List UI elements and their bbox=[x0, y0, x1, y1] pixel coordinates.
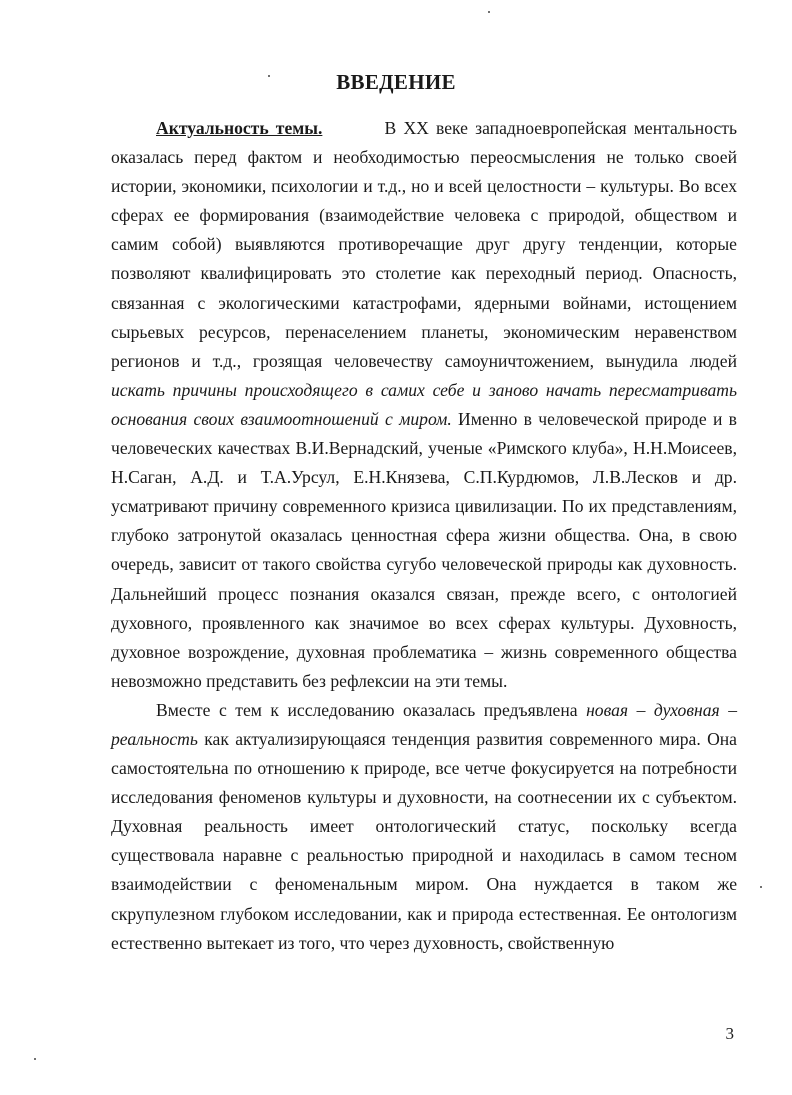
paragraph-2-emphasis: новая – духовная – реальность bbox=[111, 699, 737, 749]
page-number: 3 bbox=[725, 1024, 734, 1043]
scan-speck bbox=[760, 886, 762, 888]
scan-speck bbox=[488, 11, 490, 13]
body-text bbox=[111, 114, 737, 958]
paragraph-2-part-3: как актуализирующаяся тенденция развития современного мира. Она самостоятельна по отношению к природе, все четче фокусируется на потребности исследования феноменов культуры и духовности, на соотнесении их с субъектом. Духовная реальность имеет онтологический статус, поскольку всегда существовала наравне с реальностью природной и находилась в самом тесном взаимодействии с феноменальным миром. Она нуждается в таком же скрупулезном глубоком исследовании, как и природа естественная. Ее онтологизм естественно вытекает из того, что через духовность, свойственную bbox=[111, 728, 737, 953]
paragraph-2 bbox=[111, 696, 737, 958]
paragraph-1-emphasis: искать причины происходящего в самих себе и заново начать пересматривать основания своих взаимоотношений с миром. bbox=[111, 379, 737, 429]
page-title: ВВЕДЕНИЕ bbox=[336, 70, 456, 94]
paragraph-1-part-3: Именно в человеческой природе и в человеческих качествах В.И.Вернадский, ученые «Римского клуба», Н.Н.Моисеев, Н.Саган, А.Д. и Т.А.Урсул, Е.Н.Князева, С.П.Курдюмов, Л.В.Лесков и др. усматривают причину современного кризиса цивилизации. По их представлениям, глубоко затронутой оказалась ценностная сфера жизни общества. Она, в свою очередь, зависит от такого свойства сугубо человеческой природы как духовность. Дальнейший процесс познания оказался связан, прежде всего, с онтологией духовного, проявленного как значимое во всех сферах культуры. Духовность, духовное возрождение, духовная проблематика – жизнь современного общества невозможно представить без рефлексии на эти темы. bbox=[111, 408, 737, 691]
paragraph-2-part-1: Вместе с тем к исследованию оказалась предъявлена bbox=[156, 699, 587, 720]
paragraph-1 bbox=[111, 114, 737, 696]
paragraph-1-part-1: В XX веке западноевропейская ментальность оказалась перед фактом и необходимостью переосмысления не только своей истории, экономики, психологии и т.д., но и всей целостности – культуры. Во всех сферах ее формирования (взаимодействие человека с природой, обществом и самим собой) выявляются противоречащие друг другу тенденции, которые позволяют квалифицировать это столетие как переходный период. Опасность, связанная с экологическими катастрофами, ядерными войнами, истощением сырьевых ресурсов, перенаселением планеты, экономическим неравенством регионов и т.д., грозящая человечеству самоуничтожением, вынудила людей bbox=[111, 118, 737, 371]
scan-speck bbox=[268, 75, 270, 77]
scan-speck bbox=[34, 1058, 36, 1060]
section-heading: Актуальность темы. bbox=[156, 118, 323, 138]
